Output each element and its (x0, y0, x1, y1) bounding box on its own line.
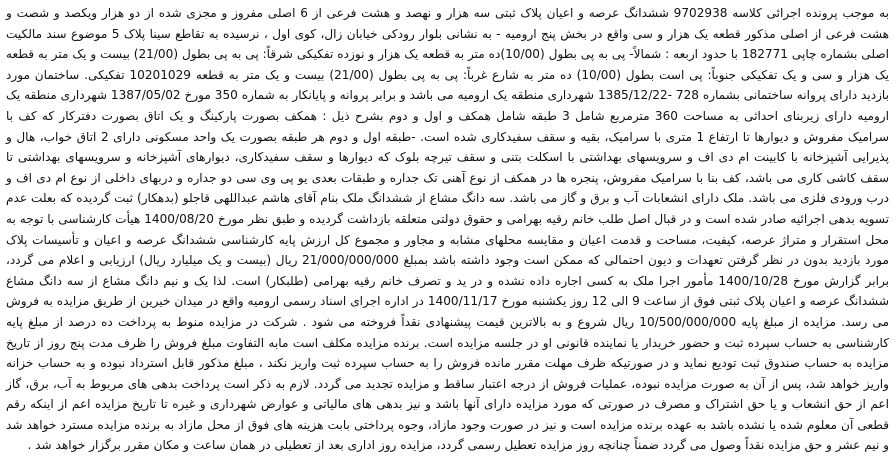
notice-body-text: به موجب پرونده اجرائی کلاسه 9702938 ششدانگ عرصه و اعیان پلاک ثبتی سه هزار و نهصد و هشت فرعی از 6 اصلی مفروز و مجزی شده از دو هزار ویکصد و شصت و هشت فرعی از اصلی مذکور قطعه یک هزار و سی واقع در بخش پنج ارومیه - به نشانی بلوار رودکی خیابان زال، کوی اول ، نرسیده به تقاطع سینا پلاک 5 موضوع سند مالکیت اصلی بشماره چاپی 182771 با حدود اربعه : شمالاً- پی به پی بطول (10/00)ده متر به قطعه یک هزار و نوزده تفکیکی شرقاً: پی به پی بطول (21/00) بیست و یک متر به قطعه یک هزار و سی و یک تفکیکی جنوباً: پی است بطول (10/00) ده متر به شارع غرباً: پی به پی بطول (21/00) بیست و یک متر به قطعه 10201029 تفکیکی. ساختمان مورد بازدید دارای پروانه ساختمانی بشماره 728 -1385/12/22 شهرداری منطقه یک ارومیه می باشد و برابر پروانه و پایانکار به شماره 350 مورخ 1387/05/02 شهرداری منطقه یک ارومیه دارای زیربنای احداثی به مساحت 360 مترمربع شامل 3 طبقه شامل همکف و اول و دوم بشرح ذیل : همکف بصورت پارکینگ و یک اتاق بصورت دفترکار که کف با سرامیک مفروش و دیوارها تا ارتفاع 1 متری با سرامیک، بقیه و سقف سفیدکاری شده است. -طبقه اول و دوم هر طبقه بصورت یک واحد مسکونی دارای 2 اتاق خواب، هال و پذیرایی آشپزخانه با کابینت ام دی اف و سرویسهای بهداشتی با اسکلت بتنی و سقف تیرچه بلوک که دیوارها و سقف سفیدکاری، دیوارهای آشپزخانه و سرویسهای بهداشتی تا سقف کاشی کاری می باشد، کف بنا با سرامیک مفروش، پنجره ها در همکف از نوع آهنی تک جداره و طبقات بعدی یو پی وی سی دو جداره و دربهای داخلی از نوع ام دی اف و درب ورودی فلزی می باشد. ملک دارای انشعابات آب و برق و گاز می باشد. سه دانگ مشاع از ششدانگ ملک بنام آقای هاشم عبداللهی قاجلو (بدهکار) ثبت گردیده که بعلت عدم تسویه بدهی اجرائیه صادر شده است و در قبال اصل طلب خانم رقیه بهرامی و حقوق دولتی متعلقه بازداشت گردیده و طبق نظر مورخ 1400/08/20 هیأت کارشناسی با توجه به محل استقرار و متراژ عرصه، کیفیت، مساحت و قدمت اعیان و مقایسه محلهای مشابه و مجاور و مجموع کل ارزش پایه کارشناسی ششدانگ عرصه و اعیان و تأسیسات پلاک مورد بازدید بدون در نظر گرفتن تعهدات و دیون احتمالی که ممکن است وجود داشته باشد بمبلغ 21/000/000/000 ریال (بیست و یک میلیارد ریال) ارزیابی و اعلام می گردد، برابر گزارش مورخ 1400/10/28 مأمور اجرا ملک به کسی اجاره داده نشده و در ید و تصرف خانم رقیه بهرامی (طلبکار) است. لذا یک و نیم دانگ مشاع از سه دانگ مشاع ششدانگ عرصه و اعیان پلاک ثبتی فوق از ساعت 9 الی 12 روز یکشنبه مورخ 1400/11/17 در اداره اجرای اسناد رسمی ارومیه واقع در میدان خیرین از طریق مزایده به فروش می رسد. مزایده از مبلغ پایه 10/500/000/000 ریال شروع و به بالاترین قیمت پیشنهادی نقداً فروخته می شود . شرکت در مزایده منوط به پرداخت ده درصد از مبلغ پایه کارشناسی به حساب سپرده ثبت و حضور خریدار یا نماینده قانونی او در جلسه مزایده است. برنده مزایده مکلف است مابه التفاوت مبلغ فروش را ظرف مدت پنج روز از تاریخ مزایده به حساب صندوق ثبت تودیع نماید و در صورتیکه ظرف مهلت مقرر مانده فروش را به حساب سپرده ثبت واریز نکند ، مبلغ مذکور قابل استرداد نبوده و به حساب خزانه واریز خواهد شد، پس از آن به صورت مزایده نبوده، عملیات فروش از درجه اعتبار ساقط و مزایده تجدید می گردد. لازم به ذکر است پرداخت بدهی های مربوط به آب، برق، گاز اعم از حق انشعاب و یا حق اشتراک و مصرف در صورتی که مورد مزایده دارای آنها باشد و نیز بدهی های مالیاتی و عوارض شهرداری و غیره تا تاریخ مزایده اعم از اینکه رقم قطعی آن معلوم شده یا نشده باشد به عهده برنده مزایده است و نیز در صورت وجود مازاد، وجوه پرداختی بابت هزینه های فوق از محل مازاد به برنده مزایده مسترد خواهد شد و نیم عشر و حق مزایده نقداً وصول می گردد ضمناً چنانچه روز مزایده تعطیل رسمی گردد، مزایده روز اداری بعد از تعطیلی در همان ساعت و مکان مقرر برگزار خواهد شد . (6, 6, 890, 453)
